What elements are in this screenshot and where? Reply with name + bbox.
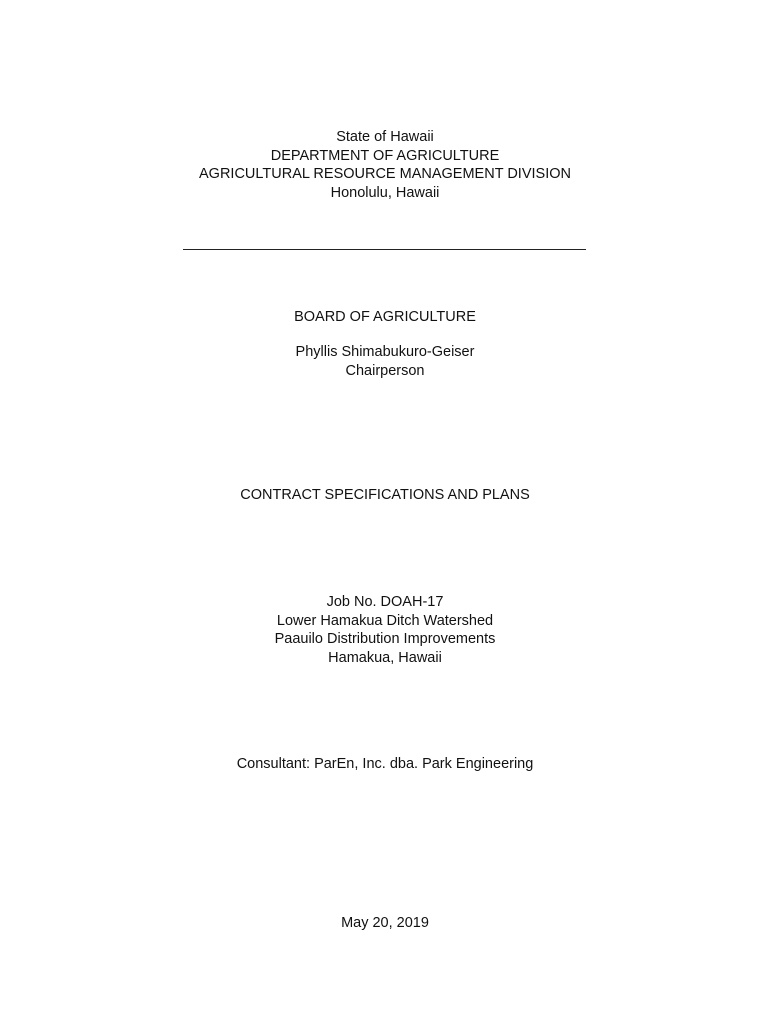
job-project: Paauilo Distribution Improvements [274,631,496,647]
state-name: State of Hawaii [336,129,434,145]
board-title: BOARD OF AGRICULTURE [294,309,476,325]
consultant-text: Consultant: ParEn, Inc. dba. Park Engineering [236,756,534,772]
agency-header [0,128,770,202]
horizontal-rule [183,249,586,250]
job-number: Job No. DOAH-17 [326,594,444,610]
document-date [0,914,770,933]
document-title-text: CONTRACT SPECIFICATIONS AND PLANS [240,487,530,503]
job-block [0,593,770,667]
chairperson-block [0,343,770,380]
department-name: DEPARTMENT OF AGRICULTURE [270,147,500,164]
city-name: Honolulu, Hawaii [330,184,440,201]
division-name: AGRICULTURAL RESOURCE MANAGEMENT DIVISION [199,166,571,182]
job-location: Hamakua, Hawaii [328,649,442,666]
chairperson-name: Phyllis Shimabukuro-Geiser [295,344,475,360]
date-text: May 20, 2019 [341,915,429,931]
job-watershed: Lower Hamakua Ditch Watershed [276,612,494,629]
chairperson-role: Chairperson [345,362,425,379]
document-title [0,486,770,505]
consultant-line [0,755,770,774]
board-name [0,308,770,327]
